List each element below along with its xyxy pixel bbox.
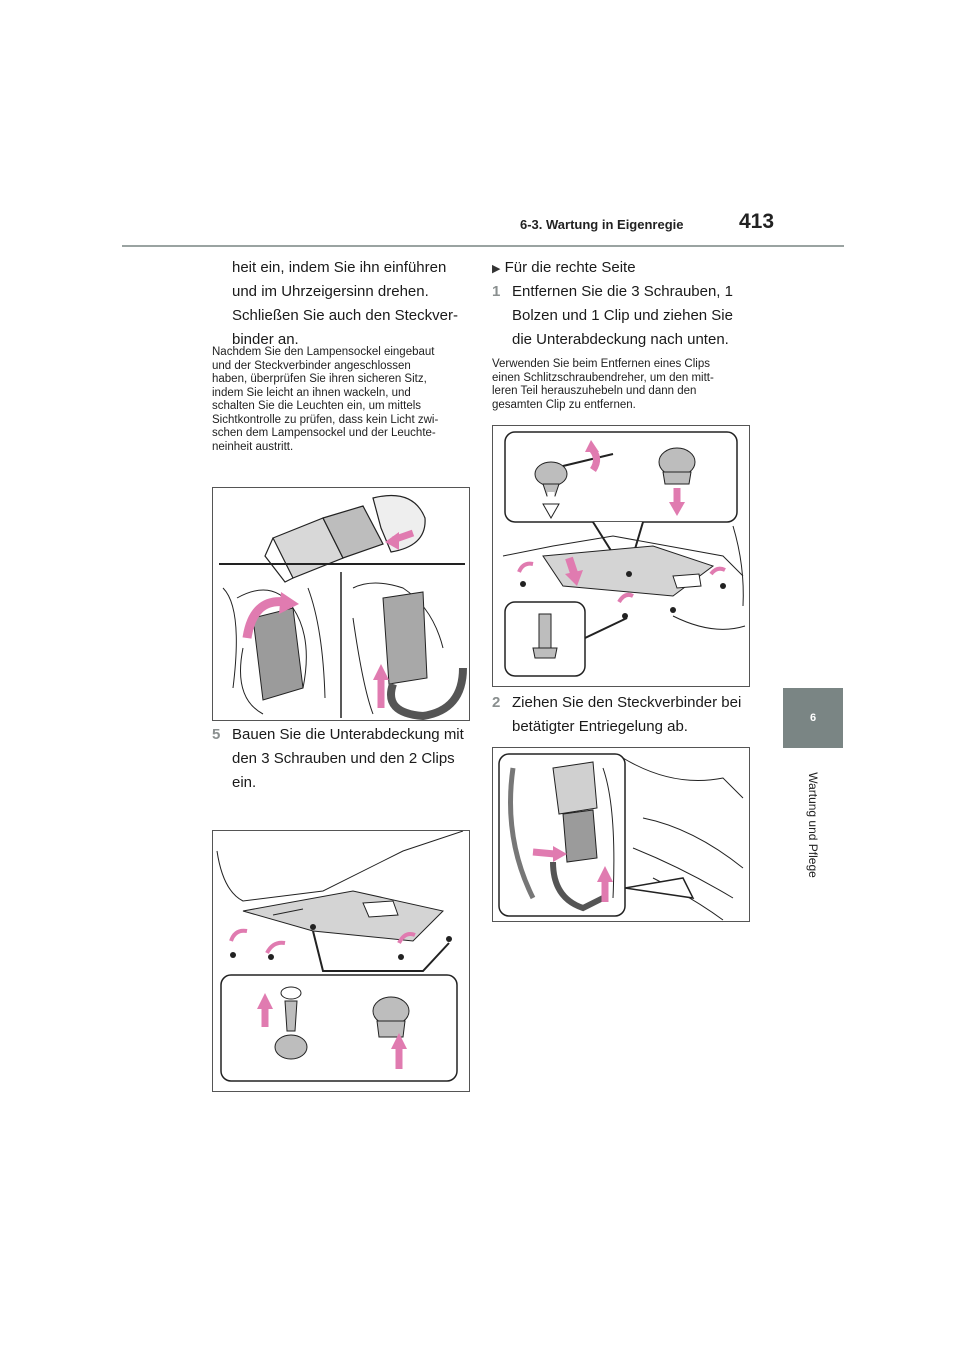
text-line: ein.	[232, 774, 257, 791]
section-title: 6-3. Wartung in Eigenregie	[520, 217, 684, 232]
step-number: 2	[492, 694, 501, 711]
text-line: binder an.	[232, 331, 299, 348]
triangle-bullet-icon: ▶	[492, 263, 501, 275]
note-line: schalten Sie die Leuchten ein, um mittels	[212, 400, 422, 412]
under-cover-install-figure	[212, 830, 470, 1092]
note-line: leren Teil herauszuhebeln und dann den	[492, 385, 697, 397]
note-line: neinheit austritt.	[212, 440, 294, 453]
text-line: Entfernen Sie die 3 Schrauben, 1	[512, 283, 733, 300]
chapter-title-vertical	[803, 760, 823, 890]
lamp-socket-figure	[212, 487, 470, 721]
continued-instruction	[232, 256, 472, 352]
note-line: schen dem Lampensockel und der Leuchte-	[212, 427, 436, 439]
subheading: Für die rechte Seite	[504, 259, 636, 276]
text-line: die Unterabdeckung nach unten.	[512, 331, 729, 348]
text-line: Schließen Sie auch den Steckver-	[232, 307, 458, 324]
text-line: und im Uhrzeigersinn drehen.	[232, 283, 429, 300]
text-line: Ziehen Sie den Steckverbinder bei	[512, 694, 742, 711]
text-line: Bolzen und 1 Clip und ziehen Sie	[512, 307, 733, 324]
note-line: Verwenden Sie beim Entfernen eines Clips	[492, 358, 710, 370]
note-line: gesamten Clip zu entfernen.	[492, 398, 636, 411]
text-line: den 3 Schrauben und den 2 Clips	[232, 750, 455, 767]
note-line: einen Schlitzschraubendreher, um den mitt-	[492, 371, 714, 384]
note-line: haben, überprüfen Sie ihren sicheren Sitz,	[212, 373, 427, 385]
note-block	[212, 346, 474, 454]
step-5	[212, 723, 474, 795]
step-number: 1	[492, 283, 501, 300]
clip-note	[492, 358, 754, 412]
chapter-number: 6	[809, 712, 817, 724]
step-2	[492, 691, 762, 739]
subsection-right-side	[492, 256, 762, 281]
header-divider	[122, 245, 844, 247]
text-line: betätigter Entriegelung ab.	[512, 718, 688, 735]
chapter-title: Wartung und Pflege	[806, 772, 820, 878]
note-line: indem Sie leicht an ihnen wackeln, und	[212, 386, 411, 399]
connector-figure	[492, 747, 750, 922]
text-line: Bauen Sie die Unterabdeckung mit	[232, 726, 464, 743]
under-cover-removal-figure	[492, 425, 750, 687]
step-number: 5	[212, 726, 221, 743]
chapter-tab	[783, 688, 843, 748]
text-line: heit ein, indem Sie ihn einführen	[232, 259, 447, 276]
page-number: 413	[739, 210, 775, 233]
note-line: Sichtkontrolle zu prüfen, dass kein Licht zwi-	[212, 413, 439, 426]
step-1	[492, 280, 762, 352]
note-line: Nachdem Sie den Lampensockel eingebaut	[212, 346, 435, 358]
note-line: und der Steckverbinder angeschlossen	[212, 359, 411, 372]
